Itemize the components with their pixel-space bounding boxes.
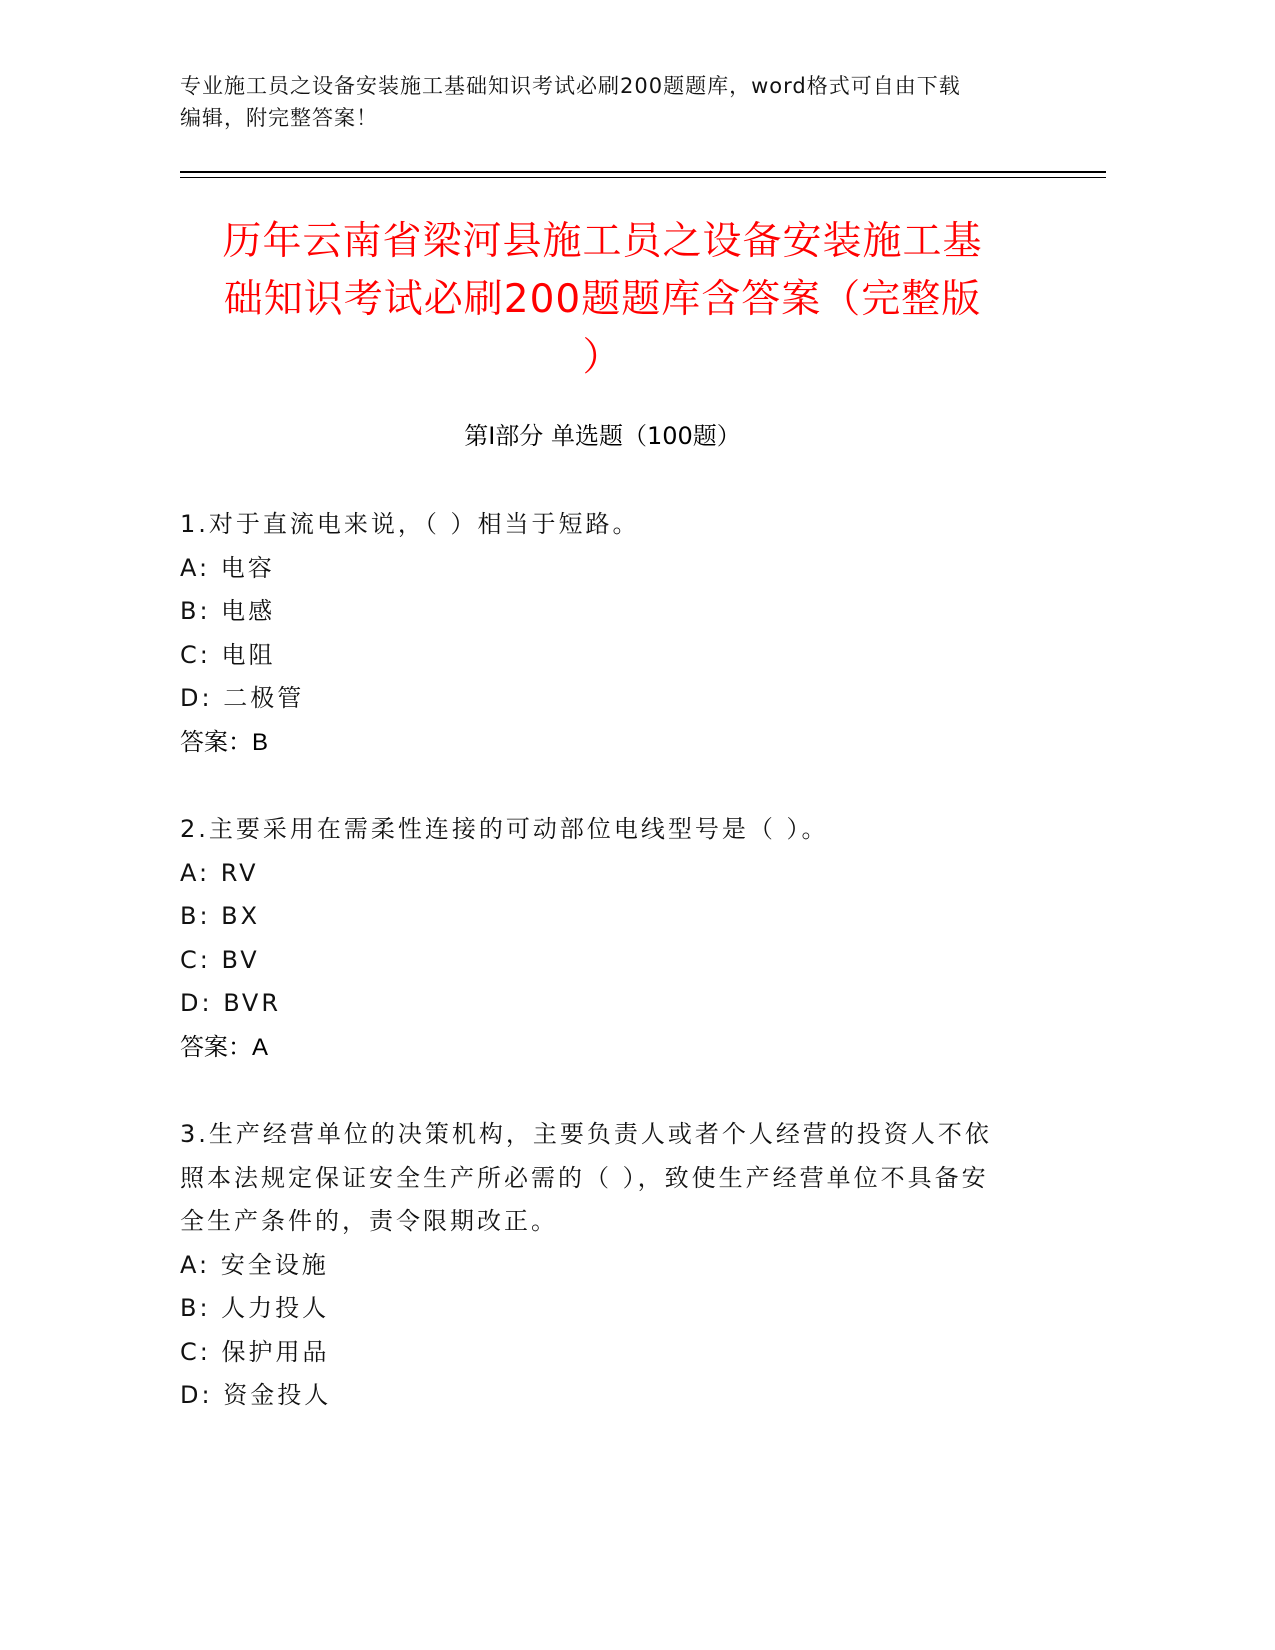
- document-title-line-3: ）: [582, 335, 623, 380]
- document-title: [180, 213, 1025, 387]
- question-3: [180, 1113, 1040, 1418]
- document-title-line-1: 历年云南省梁河县施工员之设备安装施工基: [222, 219, 983, 264]
- answer: 答案：B: [180, 728, 269, 756]
- option-a: A: 电容: [180, 553, 275, 582]
- option-b: B: 电感: [180, 597, 276, 625]
- question-stem: 1.对于直流电来说，（ ）相当于短路。: [180, 510, 640, 538]
- question-stem-line-1: 3.生产经营单位的决策机构，主要负责人或者个人经营的投资人不依: [180, 1120, 992, 1148]
- option-d: D: BVR: [180, 989, 282, 1017]
- header-note: [180, 70, 1040, 134]
- question-2: [180, 808, 1040, 1069]
- question-stem-line-3: 全生产条件的，责令限期改正。: [180, 1207, 558, 1235]
- question-1: [180, 503, 1040, 764]
- option-c: C: 保护用品: [180, 1337, 330, 1366]
- section-title: 第I部分 单选题（100题）: [464, 422, 741, 450]
- option-b: B: BX: [180, 902, 261, 930]
- option-b: B: 人力投人: [180, 1294, 330, 1322]
- question-stem-line-2: 照本法规定保证安全生产所必需的（ ），致使生产经营单位不具备安: [180, 1163, 989, 1192]
- header-note-line-2: 编辑，附完整答案！: [180, 106, 378, 130]
- header-divider-thin: [180, 177, 1106, 178]
- header-divider-thick: [180, 171, 1106, 173]
- question-stem: 2.主要采用在需柔性连接的可动部位电线型号是（ ）。: [180, 815, 829, 843]
- option-a: A: 安全设施: [180, 1250, 329, 1279]
- option-a: A: RV: [180, 858, 259, 887]
- document-title-line-2: 础知识考试必刷200题题库含答案（完整版: [223, 277, 982, 322]
- option-c: C: 电阻: [180, 640, 276, 669]
- option-d: D: 资金投人: [180, 1381, 332, 1409]
- answer: 答案：A: [180, 1033, 269, 1061]
- option-d: D: 二极管: [180, 684, 305, 712]
- header-note-line-1: 专业施工员之设备安装施工基础知识考试必刷200题题库，word格式可自由下载: [180, 74, 961, 98]
- option-c: C: BV: [180, 945, 260, 974]
